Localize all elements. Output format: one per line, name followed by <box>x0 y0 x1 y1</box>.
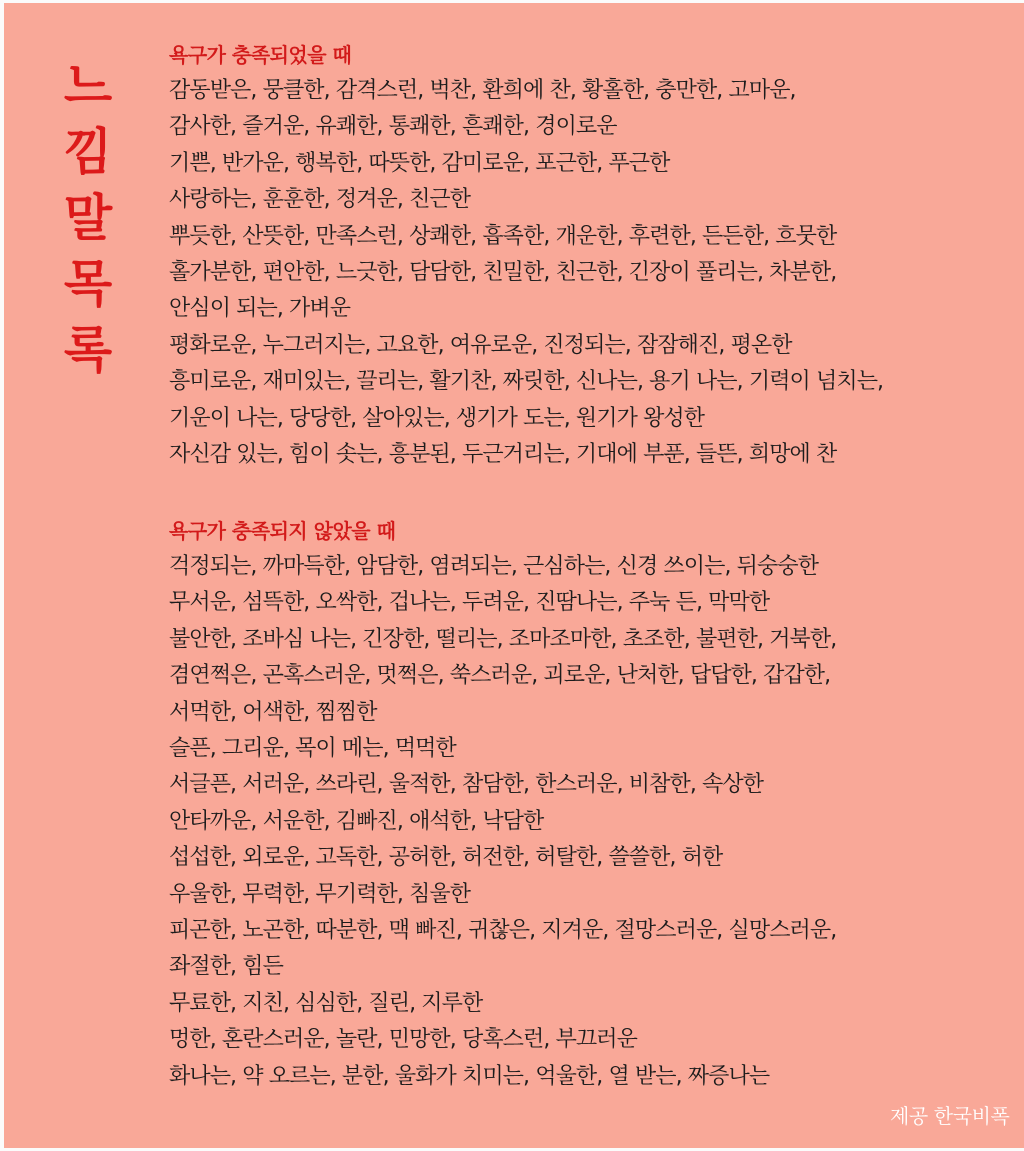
feeling-line: 화나는, 약 오르는, 분한, 울화가 치미는, 억울한, 열 받는, 짜증나는 <box>169 1063 770 1089</box>
feeling-line: 안타까운, 서운한, 김빠진, 애석한, 낙담한 <box>169 808 544 834</box>
feeling-line: 불안한, 조바심 나는, 긴장한, 떨리는, 조마조마한, 초조한, 불편한, 거북한, <box>169 626 837 652</box>
feeling-words-poster <box>4 3 1024 1148</box>
feeling-line: 걱정되는, 까마득한, 암담한, 염려되는, 근심하는, 신경 쓰이는, 뒤숭숭한 <box>169 554 819 579</box>
feeling-line: 무서운, 섬뜩한, 오싹한, 겁나는, 두려운, 진땀나는, 주눅 든, 막막한 <box>169 590 770 616</box>
feeling-line: 피곤한, 노곤한, 따분한, 맥 빠진, 귀찮은, 지겨운, 절망스러운, 실망스러운, <box>169 918 837 944</box>
feeling-line: 기쁜, 반가운, 행복한, 따뜻한, 감미로운, 포근한, 푸근한 <box>169 150 670 176</box>
feeling-line: 감동받은, 뭉클한, 감격스런, 벅찬, 환희에 찬, 황홀한, 충만한, 고마운, <box>169 78 796 103</box>
feeling-line: 좌절한, 힘든 <box>169 954 283 980</box>
section-heading-needs-met: 욕구가 충족되었을 때 <box>169 43 352 67</box>
feeling-line: 사랑하는, 훈훈한, 정겨운, 친근한 <box>169 187 471 213</box>
feeling-line: 자신감 있는, 힘이 솟는, 흥분된, 두근거리는, 기대에 부푼, 들뜬, 희망에 찬 <box>169 442 837 468</box>
feeling-line: 감사한, 즐거운, 유쾌한, 통쾌한, 흔쾌한, 경이로운 <box>169 114 617 140</box>
feeling-line: 슬픈, 그리운, 목이 메는, 먹먹한 <box>169 736 456 762</box>
feeling-line: 홀가분한, 편안한, 느긋한, 담담한, 친밀한, 친근한, 긴장이 풀리는, 차분한, <box>169 260 837 286</box>
feeling-line: 서글픈, 서러운, 쓰라린, 울적한, 참담한, 한스러운, 비참한, 속상한 <box>169 772 764 798</box>
section-heading-needs-unmet: 욕구가 충족되지 않았을 때 <box>169 519 396 543</box>
feeling-line: 섭섭한, 외로운, 고독한, 공허한, 허전한, 허탈한, 쓸쓸한, 허한 <box>169 845 723 871</box>
feeling-line: 겸연쩍은, 곤혹스러운, 멋쩍은, 쑥스러운, 괴로운, 난처한, 답답한, 갑갑한, <box>169 663 831 689</box>
section-needs-met <box>169 41 1019 473</box>
feeling-line: 기운이 나는, 당당한, 살아있는, 생기가 도는, 원기가 왕성한 <box>169 405 705 431</box>
feeling-line: 멍한, 혼란스러운, 놀란, 민망한, 당혹스런, 부끄러운 <box>169 1027 637 1053</box>
credit-text: 제공 한국비폭 <box>890 1104 1010 1128</box>
feeling-line: 뿌듯한, 산뜻한, 만족스런, 상쾌한, 흡족한, 개운한, 후련한, 든든한, 흐뭇한 <box>169 223 837 249</box>
feeling-line: 무료한, 지친, 심심한, 질린, 지루한 <box>169 990 483 1016</box>
feeling-line: 안심이 되는, 가벼운 <box>169 296 351 322</box>
feeling-line: 우울한, 무력한, 무기력한, 침울한 <box>169 881 471 907</box>
feeling-line: 평화로운, 누그러지는, 고요한, 여유로운, 진정되는, 잠잠해진, 평온한 <box>169 332 792 358</box>
feeling-line: 흥미로운, 재미있는, 끌리는, 활기찬, 짜릿한, 신나는, 용기 나는, 기력이 넘치는, <box>169 369 884 395</box>
vertical-title: 느낌말목록 <box>63 57 113 379</box>
feeling-line: 서먹한, 어색한, 찜찜한 <box>169 699 377 725</box>
section-needs-unmet <box>169 517 1019 1095</box>
